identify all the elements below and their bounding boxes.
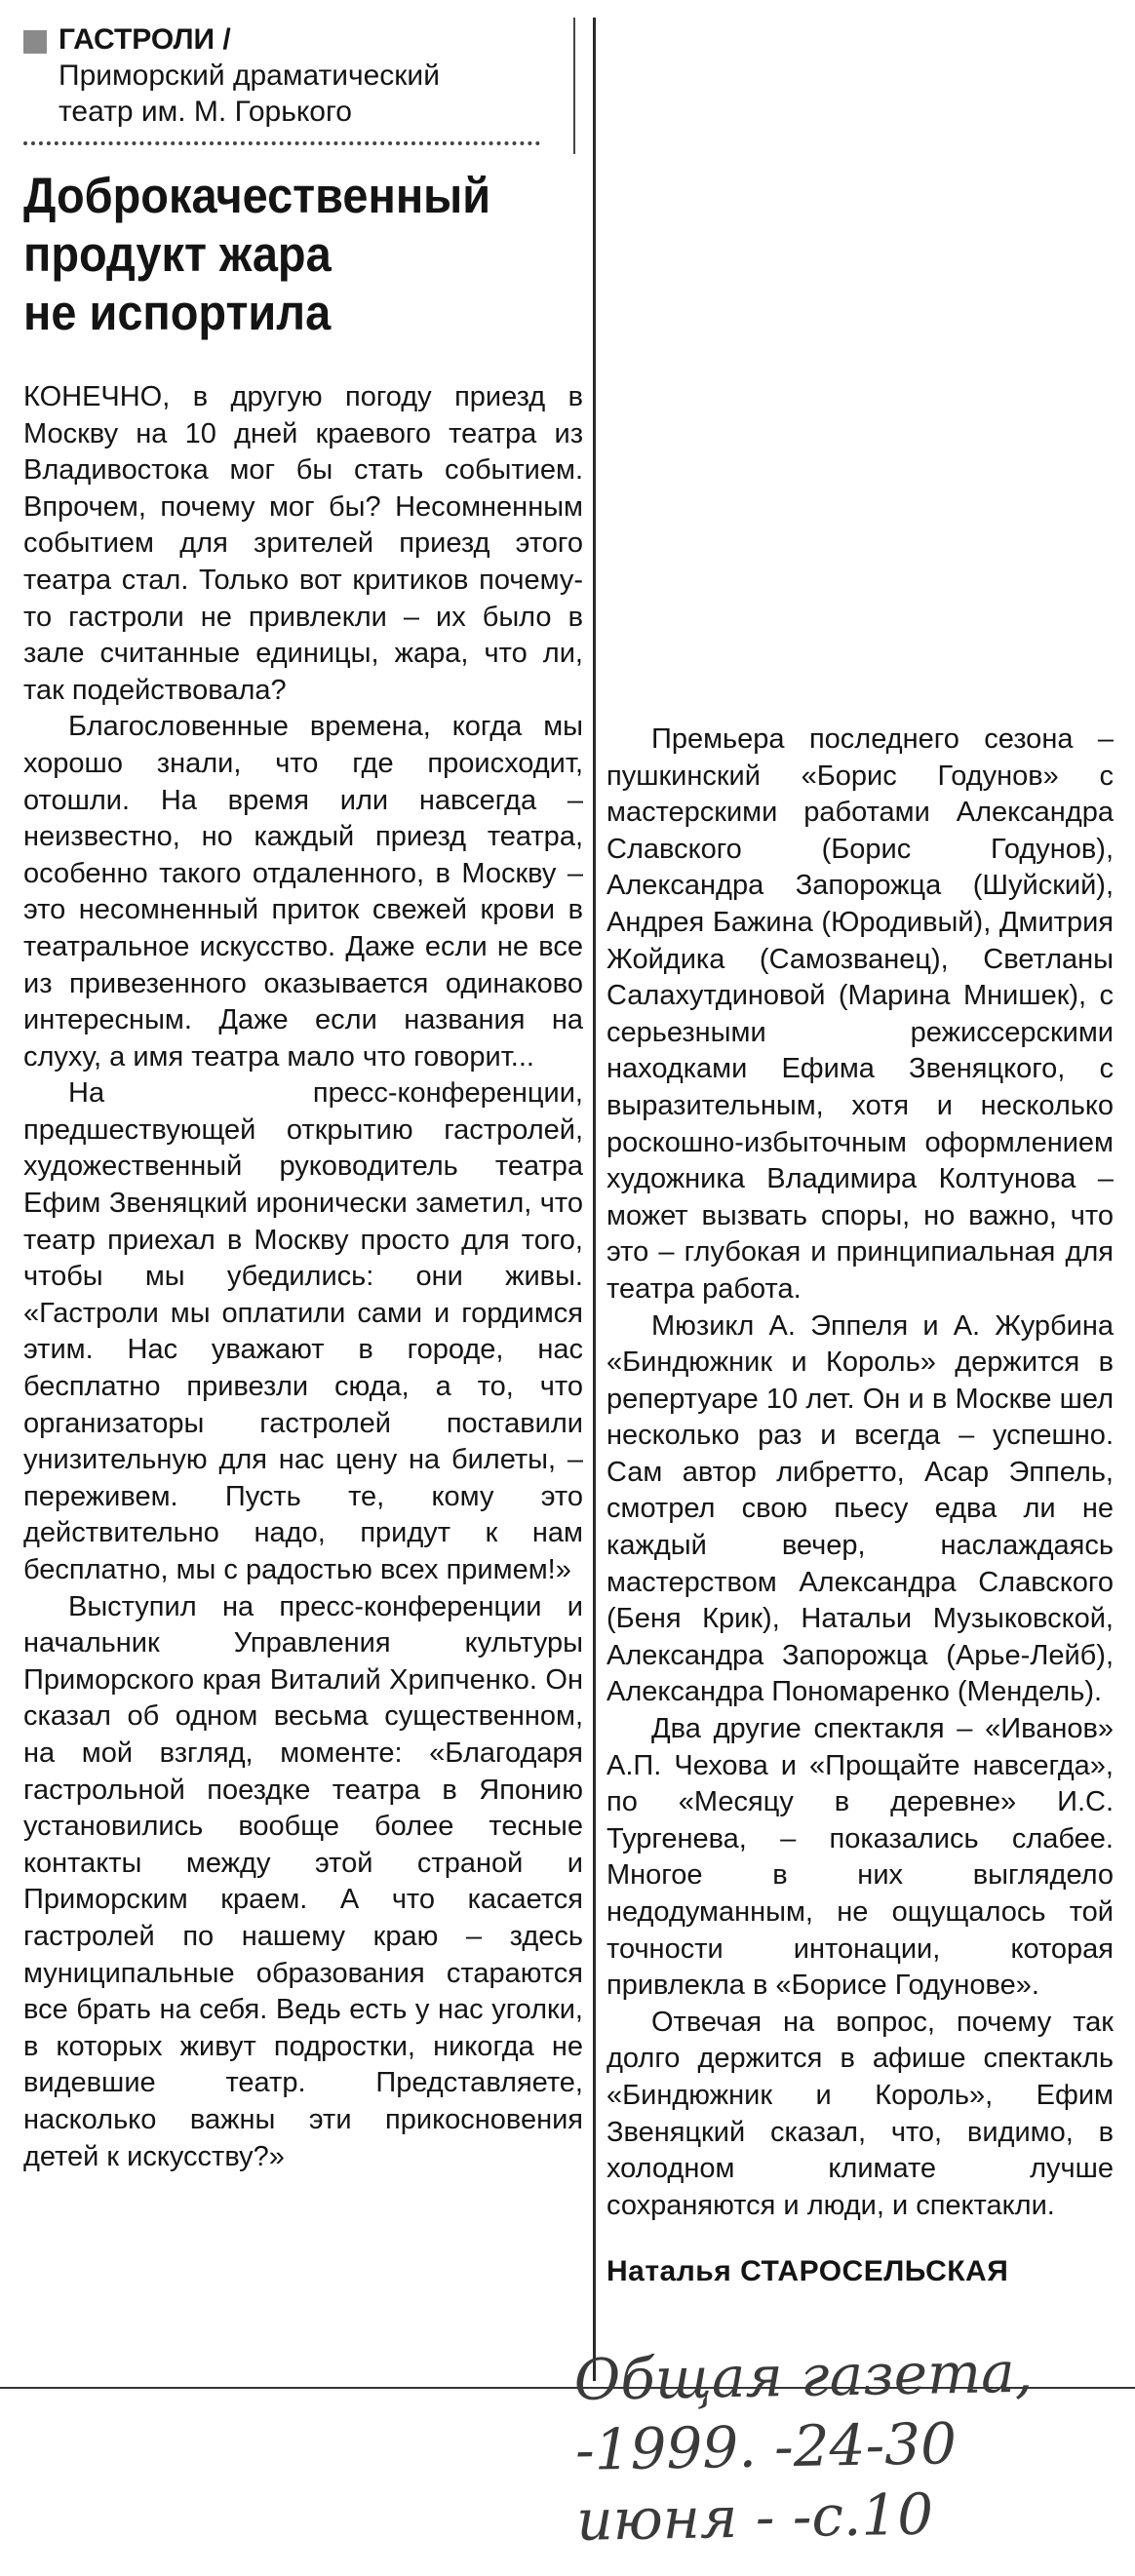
- author-signature: Наталья СТАРОСЕЛЬСКАЯ: [607, 2255, 1009, 2288]
- headline-line3: не испортила: [23, 285, 332, 340]
- body-paragraph: Отвечая на вопрос, почему так долго держится в афише спектакль «Биндюжник и Король», Ефим Звеняцкий сказал, что, видимо, в холодном климате лучше сохраняются и люди, и спектакли.: [607, 2006, 1114, 2221]
- rubric-subtitle-line2: театр им. М. Горького: [59, 96, 352, 128]
- handwritten-note: [573, 2335, 1123, 2556]
- column-divider: [593, 18, 596, 2381]
- handwritten-line2: -1999. -24-30: [574, 2410, 958, 2483]
- left-column: [23, 21, 583, 2175]
- body-paragraph: Премьера последнего сезона – пушкинский «Борис Годунов» с мастерскими работами Александра Славского (Борис Годунов), Александра Запорожца (Шуйский), Андрея Бажина (Юродивый), Дмитрия Жойдика (Самозванец), Светланы Салахутдиновой (Марина Мнишек), с серьезными режиссерскими находками Ефима Звеняцкого, с выразительным, хотя и несколько роскошно-избыточным оформлением художника Владимира Колтунова – может вызвать споры, но важно, что это – глубокая и принципиальная для театра работа.: [607, 723, 1114, 1305]
- handwritten-line1: Общая газета,: [573, 2338, 1034, 2413]
- dotted-separator: [23, 141, 540, 145]
- body-paragraph: Благословенные времена, когда мы хорошо знали, что где происходит, отошли. На время или навсегда – неизвестно, но каждый приезд театра, особенно такого отдаленного, в Москву – это несомненный приток свежей крови в театральное искусство. Даже если не все из привезенного оказывается одинаково интересным. Даже если названия на слуху, а имя театра мало что говорит...: [23, 711, 583, 1073]
- article-headline: [23, 167, 562, 342]
- rubric: [23, 21, 583, 130]
- lead-paragraph: КОНЕЧНО, в другую погоду приезд в Москву на 10 дней краевого театра из Владивостока мог бы стать событием. Впрочем, почему мог бы? Несомненным событием для зрителей приезд этого театра стал. Только вот критиков почему-то гастроли не привлекли – их было в зале считанные единицы, жара, что ли, так подействовала?: [23, 381, 583, 706]
- rubric-subtitle-line1: Приморский драматический: [59, 59, 440, 92]
- headline-line2: продукт жара: [23, 226, 332, 282]
- rubric-section: ГАСТРОЛИ /: [59, 23, 231, 56]
- body-paragraph: Выступил на пресс-конференции и начальник Управления культуры Приморского края Виталий Хрипченко. Он сказал об одном весьма существенном, на мой взгляд, моменте: «Благодаря гастрольной поездке театра в Японию установились вообще более тесные контакты между этой страной и Приморским краем. А что касается гастролей по нашему краю – здесь муниципальные образования стараются все брать на себя. Ведь есть у нас уголки, в которых живут подростки, никогда не видевшие театр. Представляете, насколько важны эти прикосновения детей к искусству?»: [23, 1590, 583, 2172]
- body-paragraph: Мюзикл А. Эппеля и А. Журбина «Биндюжник и Король» держится в репертуаре 10 лет. Он и в Москве шел несколько раз и всегда – успешно. Сам автор либретто, Асар Эппель, смотрел свою пьесу едва ли не каждый вечер, наслаждаясь мастерством Александра Славского (Беня Крик), Натальи Музыковской, Александра Запорожца (Арье-Лейб), Александра Пономаренко (Мендель).: [607, 1309, 1114, 1708]
- body-paragraph: На пресс-конференции, предшествующей открытию гастролей, художественный руководитель театра Ефим Звеняцкий иронически заметил, что театр приехал в Москву просто для того, чтобы мы убедились: они живы. «Гастроли мы оплатили сами и гордимся этим. Нас уважают в городе, нас бесплатно привезли сюда, а то, что организаторы гастролей поставили унизительную для нас цену на билеты, – переживем. Пусть те, кому это действительно надо, придут к нам бесплатно, мы с радостью всех примем!»: [23, 1077, 583, 1585]
- rubric-square-icon: [23, 30, 47, 54]
- body-paragraph: Два другие спектакля – «Иванов» А.П. Чехова и «Прощайте навсегда», по «Месяцу в деревне» И.С. Тургенева, – показались слабее. Многое в них выглядело недодуманным, не ощущалось той точности интонации, которая привлекла в «Борисе Годунове».: [607, 1713, 1114, 2002]
- right-column: [607, 722, 1114, 2288]
- headline-line1: Доброкачественный: [23, 168, 491, 223]
- handwritten-line3: июня - -с.10: [575, 2480, 934, 2554]
